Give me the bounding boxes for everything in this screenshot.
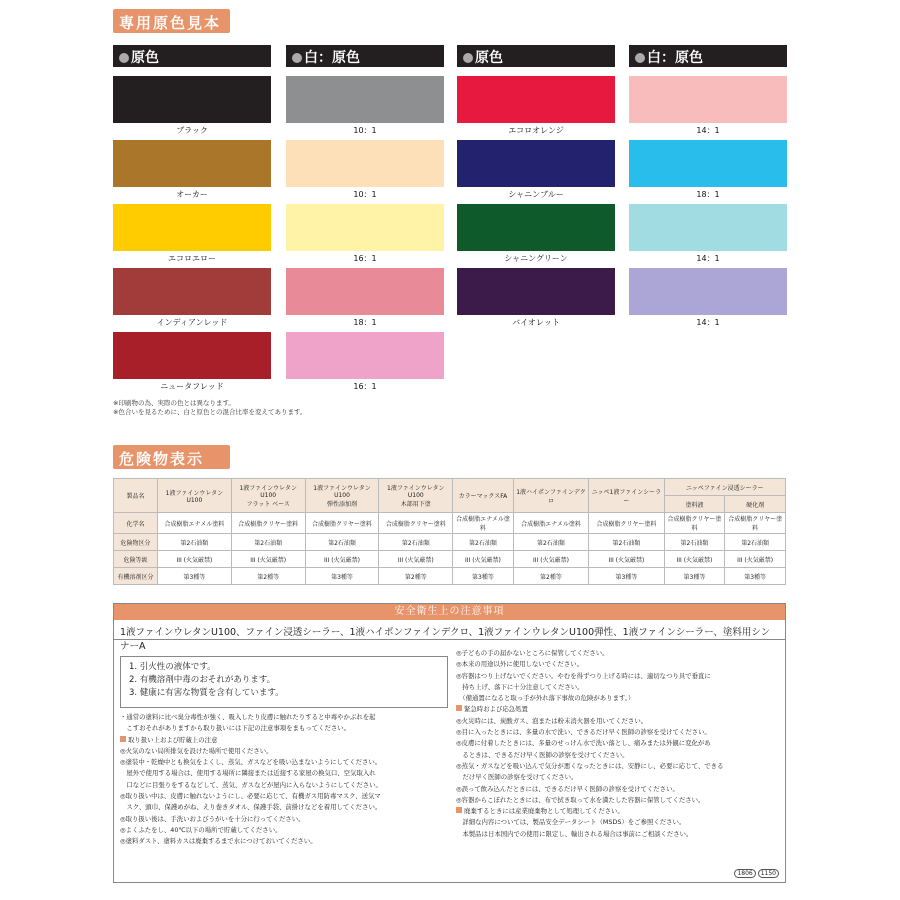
bullet-icon (292, 53, 302, 63)
product-cell: 1液ハイポンファインデクロ (513, 479, 589, 513)
bullet-icon (119, 53, 129, 63)
product-cell: ニッペ1液ファインシーラー (589, 479, 664, 513)
column-header-primary-2: 原色 (457, 45, 615, 67)
notice-line: ◎火災時には、炭酸ガス、泡または粉末消火器を用いてください。 (456, 716, 648, 725)
notice-line: 持ち上げ、落下に十分注意してください。 (456, 682, 584, 691)
table-cell: 合成樹脂クリヤー塗料 (589, 513, 664, 534)
mark-badge: 1806 (734, 869, 755, 878)
square-bullet-icon (456, 807, 462, 813)
swatch-label: 16：1 (353, 382, 377, 391)
column-header-primary-1: 原色 (113, 45, 271, 67)
bullet-icon (463, 53, 473, 63)
note-mix-ratio: ※色合いを見るために、白と原色との混合比率を変えてあります。 (113, 408, 307, 416)
swatch-label: ブラック (176, 126, 208, 135)
swatch-label: 16：1 (353, 254, 377, 263)
hazard-line: 2. 有機溶剤中毒のおそれがあります。 (129, 675, 276, 685)
notice-line: こすおそれがありますから取り扱いには下記の注意事項をまもってください。 (120, 724, 351, 733)
note-print-color: ※印刷物の為、実際の色とは異なります。 (113, 399, 235, 407)
row-header: 化学名 (114, 513, 158, 534)
notice-line: 本製品は日本国内での使用に限定し、輸出される場合は事前にご相談ください。 (456, 829, 693, 838)
notice-line: ◎取り扱い後は、手洗いおよびうがいを十分に行ってください。 (120, 814, 305, 823)
table-cell: 第3種等 (589, 568, 664, 585)
mark-badge: 1150 (758, 869, 779, 878)
color-swatch (629, 140, 787, 187)
table-cell: 合成樹脂クリヤー塗料 (725, 513, 786, 534)
swatch-label: シャニングリーン (504, 254, 568, 263)
swatch-label: オーカー (176, 190, 208, 199)
table-cell: III (火気厳禁) (379, 551, 453, 568)
color-swatch (629, 76, 787, 123)
notice-heading: 緊急時および応急処置 (464, 705, 528, 714)
swatch-label: 18：1 (353, 318, 377, 327)
hazard-line: 1. 引火性の液体です。 (129, 662, 216, 672)
table-cell: 合成樹脂クリヤー塗料 (379, 513, 453, 534)
swatch-label: シャニンブルー (508, 190, 564, 199)
table-cell: 第2石油類 (664, 534, 725, 551)
table-row (114, 513, 786, 534)
swatch-label: 18：1 (696, 190, 720, 199)
table-row (114, 534, 786, 551)
table-row (114, 479, 786, 496)
swatch-section-title: 専用原色見本 (113, 9, 230, 33)
color-swatch (629, 204, 787, 251)
notice-line: ◎塗料ダスト、塗料カスは廃棄するまで水につけておいてください。 (120, 837, 317, 846)
table-cell: 合成樹脂クリヤー塗料 (305, 513, 379, 534)
sealer-sub-header: 硬化剤 (725, 496, 786, 513)
safety-header: 安全衛生上の注意事項 (114, 604, 785, 620)
swatch-label: 10：1 (353, 190, 377, 199)
square-bullet-icon (120, 736, 126, 742)
notice-line: ◎皮膚に付着したときには、多量のせっけん水で洗い落とし、痛みまたは外観に変化があ (456, 739, 711, 748)
table-cell: III (火気厳禁) (725, 551, 786, 568)
sealer-sub-header: 塗料液 (664, 496, 725, 513)
table-cell: III (火気厳禁) (664, 551, 725, 568)
notice-line: ◎本来の用途以外に使用しないでください。 (456, 660, 583, 669)
table-cell: 第2石油類 (725, 534, 786, 551)
notice-line: （備通置になると取っ手が外れ落下事故の危険があります。） (456, 694, 635, 703)
notice-line: 口などに目張りをするなどして、蒸気、ガスなどが屋内に入らないようにしてください。 (120, 780, 382, 789)
swatch-label: 10：1 (353, 126, 377, 135)
column-header-white-mix-2: 白：原色 (629, 45, 787, 67)
color-swatch (286, 76, 444, 123)
color-swatch (457, 140, 615, 187)
table-row (114, 568, 786, 585)
product-cell: 1液ファインウレタンU100 木部用下塗 (379, 479, 453, 513)
color-swatch (113, 332, 271, 379)
table-cell: 第3種等 (725, 568, 786, 585)
table-cell: 第3種等 (158, 568, 232, 585)
color-swatch (286, 140, 444, 187)
notice-line: ◎火気のない局所排気を設けた場所で使用ください。 (120, 746, 273, 755)
swatch-label: エコロオレンジ (508, 126, 564, 135)
swatch-label: 14：1 (696, 254, 720, 263)
notice-line: だけ早く医師の診察を受けてください。 (456, 773, 578, 782)
notice-line: るときは、できるだけ早く医師の診察を受けてください。 (456, 750, 629, 759)
notice-heading: 取り扱い上および貯蔵上の注意 (128, 735, 218, 744)
color-swatch (113, 268, 271, 315)
notice-line: ◎目に入ったときには、多量の水で洗い、できるだけ早く医師の診察を受けてください。 (456, 728, 711, 737)
notice-line: ◎取り扱い中は、皮膚に触れないようにし、必要に応じて、有機ガス用防毒マスク、送気マ (120, 792, 381, 801)
table-cell: 第2石油類 (231, 534, 305, 551)
danger-section-title: 危険物表示 (113, 445, 230, 469)
table-cell: 合成樹脂エナメル塗料 (453, 513, 514, 534)
table-cell: III (火気厳禁) (231, 551, 305, 568)
notice-line: ◎よくふたをし、40℃以下の場所で貯蔵してください。 (120, 825, 282, 834)
notice-line: ◎蒸気・ガスなどを吸い込んで気分が悪くなったときには、安静にし、必要に応じて、できる (456, 761, 724, 770)
color-swatch (457, 268, 615, 315)
product-cell: カラーマックスFA (453, 479, 514, 513)
column-header-white-mix-1: 白：原色 (286, 45, 444, 67)
hazard-line: 3. 健康に有害な物質を含有しています。 (129, 688, 284, 698)
table-cell: 第3種等 (453, 568, 514, 585)
color-swatch (629, 268, 787, 315)
sealer-group-header: ニッペファイン浸透シーラー (664, 479, 785, 496)
color-swatch (286, 268, 444, 315)
safety-notice-box (113, 603, 786, 883)
table-cell: III (火気厳禁) (453, 551, 514, 568)
notice-line (456, 806, 782, 817)
certification-marks (732, 869, 779, 878)
safety-left-column (120, 712, 452, 848)
notice-line: ◎子どもの手の届かないところに保管してください。 (456, 649, 609, 657)
table-cell: III (火気厳禁) (513, 551, 589, 568)
square-bullet-icon (456, 705, 462, 711)
table-cell: 第2石油類 (379, 534, 453, 551)
swatch-label: インディアンレッド (156, 318, 228, 327)
table-cell: 第2石油類 (453, 534, 514, 551)
product-cell: 1液ファインウレタンU100 フラット ベース (231, 479, 305, 513)
table-cell: 合成樹脂クリヤー塗料 (664, 513, 725, 534)
color-swatch (457, 204, 615, 251)
notice-line: 屋外で使用する場合は、使用する場所に隣接または近接する家屋の換気口、空気取入れ (120, 769, 376, 778)
row-header: 危険等級 (114, 551, 158, 568)
table-cell: 第2種等 (231, 568, 305, 585)
color-swatch (286, 204, 444, 251)
table-cell: 合成樹脂エナメル塗料 (513, 513, 589, 534)
swatch-label: エコロエロー (168, 254, 216, 263)
safety-right-column (456, 648, 782, 840)
product-cell: 1液ファインウレタンU100 (158, 479, 232, 513)
color-swatch (457, 76, 615, 123)
table-cell: 第2石油類 (158, 534, 232, 551)
notice-line: ◎容器はつり上げないでください。やむを得ずつり上げる時には、適切なつり具で垂直に (456, 671, 711, 680)
table-cell: III (火気厳禁) (305, 551, 379, 568)
swatch-label: 14：1 (696, 318, 720, 327)
bullet-icon (635, 53, 645, 63)
table-cell: 第2石油類 (589, 534, 664, 551)
color-swatch (286, 332, 444, 379)
notice-line: ・通常の塗料に比べ臭分毒性が強く、吸入したり皮膚に触れたりすると中毒やかぶれを起 (120, 713, 376, 721)
table-cell: 第3種等 (305, 568, 379, 585)
table-cell: 第2石油類 (513, 534, 589, 551)
safety-products-line: 1液ファインウレタンU100、ファイン浸透シーラー、1液ハイポンファインデクロ、1液ファインウレタンU100弾性、1液ファインシーラー、塗料用シンナーA (114, 620, 785, 640)
notice-heading: 廃棄するときには産業廃棄物として処理してください。 (464, 807, 624, 816)
row-header: 危険物区分 (114, 534, 158, 551)
table-cell: III (火気厳禁) (589, 551, 664, 568)
color-swatch (113, 140, 271, 187)
swatch-label: 14：1 (696, 126, 720, 135)
table-row (114, 551, 786, 568)
table-cell: 合成樹脂エナメル塗料 (158, 513, 232, 534)
product-cell: 1液ファインウレタンU100 弾性添加剤 (305, 479, 379, 513)
hazard-table (113, 478, 786, 585)
table-cell: 第3種等 (664, 568, 725, 585)
hazard-summary-box (120, 656, 448, 708)
color-swatch (113, 76, 271, 123)
notice-line: ◎容器からこぼれたときには、布で拭き取って水を満たした容器に保管してください。 (456, 795, 705, 804)
table-cell: 第2種等 (379, 568, 453, 585)
notice-line: スク、頭巾、保護めがね、えり巻きタオル、保護手袋、前掛けなどを着用してください。 (120, 803, 382, 812)
color-swatch (113, 204, 271, 251)
notice-line (456, 704, 782, 715)
notice-line: 詳細な内容については、製品安全データシート（MSDS）をご参照ください。 (456, 818, 686, 827)
notice-line (120, 735, 452, 746)
notice-line: ◎誤って飲み込んだときには、できるだけ早く医師の診察を受けてください。 (456, 784, 679, 793)
notice-line: ◎塗装中・乾燥中とも換気をよくし、蒸気、ガスなどを吸い込まないようにしてください。 (120, 758, 382, 767)
swatch-label: バイオレット (512, 318, 560, 327)
swatch-label: ニュータフレッド (160, 382, 224, 391)
table-cell: 第2石油類 (305, 534, 379, 551)
table-cell: III (火気厳禁) (158, 551, 232, 568)
row-header: 有機溶剤区分 (114, 568, 158, 585)
table-cell: 合成樹脂クリヤー塗料 (231, 513, 305, 534)
row-header-product: 製品名 (114, 479, 158, 513)
table-cell: 第2種等 (513, 568, 589, 585)
